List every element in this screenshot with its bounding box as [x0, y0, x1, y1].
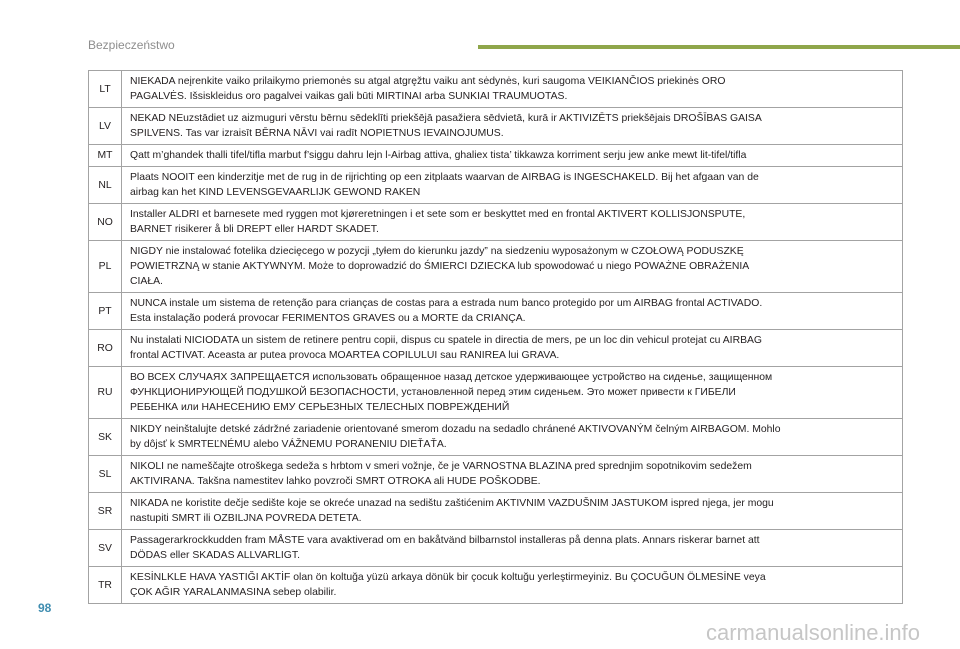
warning-text [122, 71, 903, 108]
language-code: PT [89, 293, 122, 330]
warning-text [122, 330, 903, 367]
warning-text [122, 167, 903, 204]
warning-text-line: CIAŁA. [130, 276, 163, 287]
table-row [89, 241, 903, 293]
header-rule [478, 45, 960, 49]
warning-text-line: frontal ACTIVAT. Aceasta ar putea provoca MOARTEA COPILULUI sau RANIREA lui GRAVA. [130, 350, 560, 361]
warning-text [122, 108, 903, 145]
warning-text-line: NEKAD NEuzstādiet uz aizmuguri vērstu bērnu sēdeklīti priekšējā pasažiera sēdvietā, kurā ir AKTIVIZĒTS priekšējais DROŠĪBAS GAISA [130, 113, 762, 124]
section-title: Bezpieczeństwo [88, 38, 175, 52]
warning-text-line: PAGALVĖS. Išsiskleidus oro pagalvei vaikas gali būti MIRTINAI arba SUNKIAI TRAUMUOTAS. [130, 91, 568, 102]
warning-text-line: NIGDY nie instalować fotelika dziecięcego w pozycji „tyłem do kierunku jazdy” na siedzeniu wyposażonym w CZOŁOWĄ PODUSZKĘ [130, 246, 744, 257]
table-row [89, 108, 903, 145]
warning-text [122, 567, 903, 604]
warning-table-body [89, 71, 903, 604]
table-row [89, 71, 903, 108]
warning-text-line: NIKOLI ne nameščajte otroškega sedeža s hrbtom v smeri vožnje, če je VARNOSTNA BLAZINA pred sprednjim sopotnikovim sedežem [130, 461, 752, 472]
warning-text-line: РЕБЕНКА или НАНЕСЕНИЮ ЕМУ СЕРЬЕЗНЫХ ТЕЛЕСНЫХ ПОВРЕЖДЕНИЙ [130, 402, 510, 413]
table-row [89, 530, 903, 567]
warning-text [122, 241, 903, 293]
language-code: NO [89, 204, 122, 241]
warning-text-line: ВО ВСЕХ СЛУЧАЯХ ЗАПРЕЩАЕТСЯ использовать обращенное назад детское удерживающее устройство на сиденье, защищенном [130, 372, 773, 383]
page-number: 98 [38, 601, 52, 615]
warning-text-line: ÇOK AĞIR YARALANMASINA sebep olabilir. [130, 587, 337, 598]
warning-text-line: SPILVENS. Tas var izraisīt BĒRNA NĀVI vai radīt NOPIETNUS IEVAINOJUMUS. [130, 128, 504, 139]
warning-text [122, 493, 903, 530]
language-code: PL [89, 241, 122, 293]
warning-text-line: by dôjsť k SMRTEĽNÉMU alebo VÁŽNEMU PORANENIU DIEŤAŤA. [130, 439, 447, 450]
warning-text-line: AKTIVIRANA. Takšna namestitev lahko povzroči SMRT OTROKA ali HUDE POŠKODBE. [130, 476, 541, 487]
warning-text-line: Nu instalati NICIODATA un sistem de retinere pentru copii, dispus cu spatele in directia de mers, pe un loc din vehicul protejat cu AIRBAG [130, 335, 763, 346]
warning-text-line: Plaats NOOIT een kinderzitje met de rug in de rijrichting op een zitplaats waarvan de AIRBAG is INGESCHAKELD. Bij het afgaan van de [130, 172, 759, 183]
warning-text [122, 145, 903, 167]
language-code: MT [89, 145, 122, 167]
warning-text-line: NUNCA instale um sistema de retenção para crianças de costas para a estrada num banco protegido por um AIRBAG frontal ACTIVADO. [130, 298, 763, 309]
warning-text [122, 204, 903, 241]
watermark: carmanualsonline.info [706, 620, 921, 645]
table-row [89, 493, 903, 530]
table-row [89, 145, 903, 167]
warning-text-line: BARNET risikerer å bli DREPT eller HARDT SKADET. [130, 224, 379, 235]
language-code: RU [89, 367, 122, 419]
table-row [89, 419, 903, 456]
table-row [89, 330, 903, 367]
language-code: SK [89, 419, 122, 456]
warning-text-line: Esta instalação poderá provocar FERIMENTOS GRAVES ou a MORTE da CRIANÇA. [130, 313, 526, 324]
language-code: LV [89, 108, 122, 145]
warning-text-line: NIKDY neinštalujte detské zádržné zariadenie orientované smerom dozadu na sedadlo chránené AKTIVOVANÝM čelným AIRBAGOM. Mohlo [130, 424, 781, 435]
language-code: LT [89, 71, 122, 108]
warning-text [122, 419, 903, 456]
table-row [89, 567, 903, 604]
warning-text-line: POWIETRZNĄ w stanie AKTYWNYM. Może to doprowadzić do ŚMIERCI DZIECKA lub spowodować u niego POWAŻNE OBRAŻENIA [130, 261, 750, 272]
warning-text [122, 293, 903, 330]
warning-text [122, 456, 903, 493]
table-row [89, 293, 903, 330]
warning-text-line: NIEKADA neįrenkite vaiko prilaikymo priemonės su atgal atgręžtu vaiku ant sėdynės, kuri saugoma VEIKIANČIOS priekinės ORO [130, 76, 726, 87]
table-row [89, 367, 903, 419]
warning-text [122, 367, 903, 419]
warning-text-line: Qatt m’ghandek thalli tifel/tifla marbut f’siggu dahru lejn l-Airbag attiva, ghaliex tista’ tikkawza korriment serju jew anke mewt lit-tifel/tifla [130, 150, 747, 161]
warning-text-line: airbag kan het KIND LEVENSGEVAARLIJK GEWOND RAKEN [130, 187, 421, 198]
warning-text-line: DÖDAS eller SKADAS ALLVARLIGT. [130, 550, 300, 561]
warning-text-line: Installer ALDRI et barnesete med ryggen mot kjøreretningen i et sete som er beskyttet med en frontal AKTIVERT KOLLISJONSPUTE, [130, 209, 746, 220]
language-code: SV [89, 530, 122, 567]
warning-text-line: nastupiti SMRT ili OZBILJNA POVREDA DETETA. [130, 513, 362, 524]
language-code: SL [89, 456, 122, 493]
warning-text [122, 530, 903, 567]
warning-text-line: Passagerarkrockkudden fram MÅSTE vara avaktiverad om en bakåtvänd bilbarnstol installeras på denna plats. Annars riskerar barnet att [130, 535, 760, 546]
language-code: SR [89, 493, 122, 530]
table-row [89, 456, 903, 493]
table-row [89, 167, 903, 204]
airbag-warning-table [88, 70, 903, 604]
language-code: RO [89, 330, 122, 367]
warning-text-line: NIKADA ne koristite dečje sedište koje se okreće unazad na sedištu zaštićenim AKTIVNIM VAZDUŠNIM JASTUKOM ispred njega, jer mogu [130, 498, 774, 509]
warning-text-line: ФУНКЦИОНИРУЮЩЕЙ ПОДУШКОЙ БЕЗОПАСНОСТИ, установленной перед этим сиденьем. Это может привести к ГИБЕЛИ [130, 387, 736, 398]
language-code: TR [89, 567, 122, 604]
language-code: NL [89, 167, 122, 204]
table-row [89, 204, 903, 241]
warning-text-line: KESİNLKLE HAVA YASTIĞI AKTİF olan ön koltuğa yüzü arkaya dönük bir çocuk koltuğu yerleştirmeyiniz. Bu ÇOCUĞUN ÖLMESİNE veya [130, 572, 766, 583]
